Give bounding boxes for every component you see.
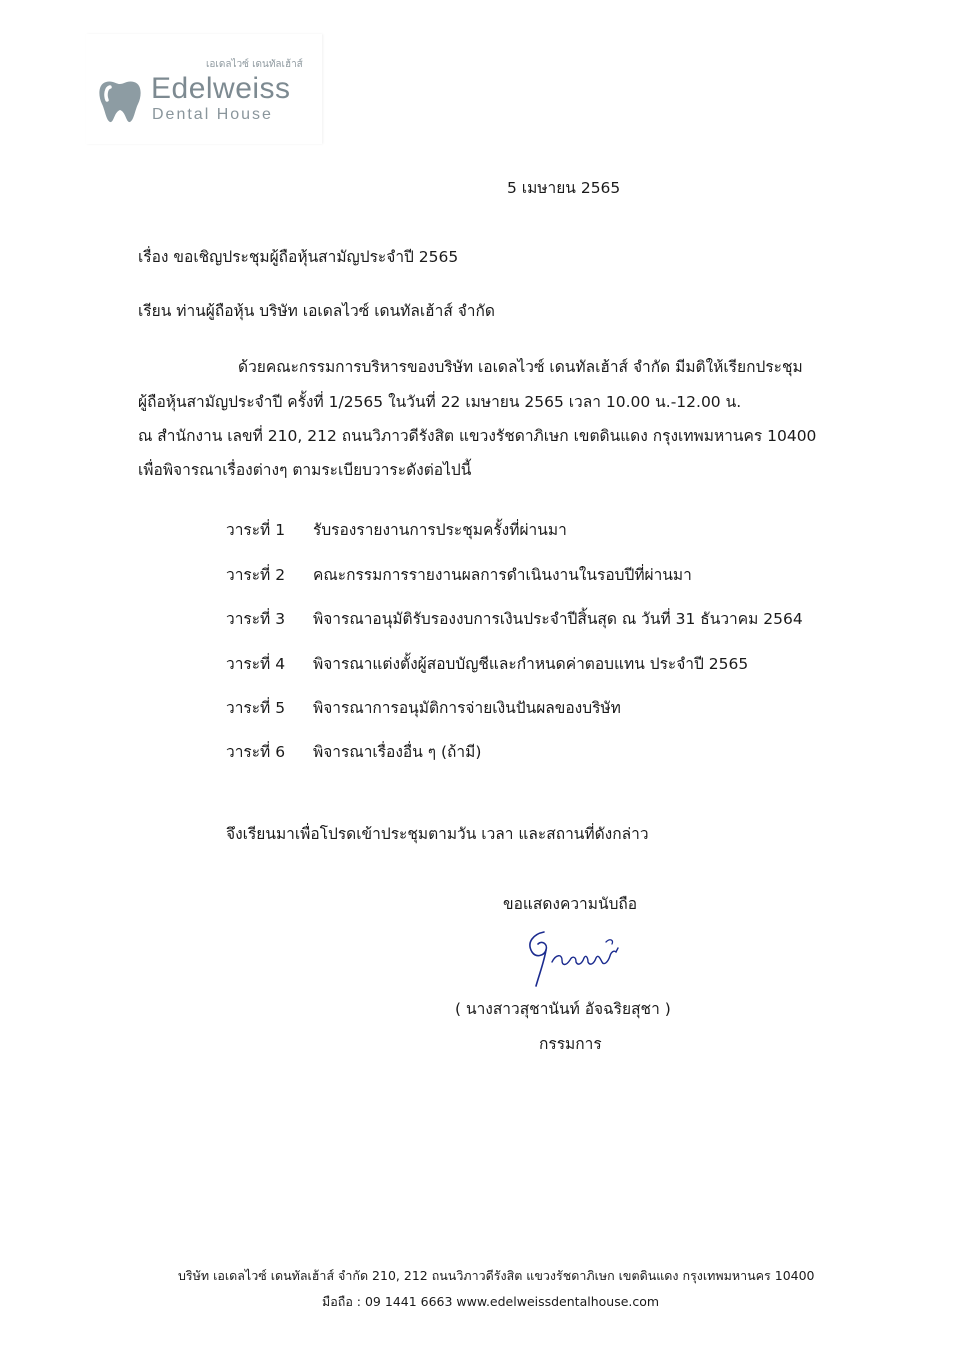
letter-subject: เรื่อง ขอเชิญประชุมผู้ถือหุ้นสามัญประจำปี 2565: [138, 248, 459, 266]
agenda-number: วาระที่ 4: [226, 655, 286, 673]
body-line-1: ด้วยคณะกรรมการบริหารของบริษัท เอเดลไวซ์ เดนทัลเฮ้าส์ จำกัด มีมติให้เรียกประชุม: [238, 358, 803, 376]
agenda-text: รับรองรายงานการประชุมครั้งที่ผ่านมา: [313, 521, 567, 539]
logo-thai-name: เอเดลไวซ์ เดนทัลเฮ้าส์: [206, 59, 303, 70]
signer-name: ( นางสาวสุชานันท์ อัจฉริยสุชา ): [455, 1000, 671, 1018]
agenda-text: พิจารณาเรื่องอื่น ๆ (ถ้ามี): [313, 743, 482, 761]
agenda-number: วาระที่ 6: [226, 743, 286, 761]
agenda-number: วาระที่ 2: [226, 566, 286, 584]
agenda-number: วาระที่ 1: [226, 521, 286, 539]
tooth-icon: [96, 76, 144, 126]
closing-sentence: จึงเรียนมาเพื่อโปรดเข้าประชุมตามวัน เวลา และสถานที่ดังกล่าว: [226, 825, 649, 843]
letter-date: 5 เมษายน 2565: [507, 179, 621, 197]
agenda-number: วาระที่ 3: [226, 610, 286, 628]
signer-position: กรรมการ: [539, 1035, 602, 1053]
body-line-2: ผู้ถือหุ้นสามัญประจำปี ครั้งที่ 1/2565 ในวันที่ 22 เมษายน 2565 เวลา 10.00 น.-12.00 น.: [138, 393, 742, 411]
body-line-4: เพื่อพิจารณาเรื่องต่างๆ ตามระเบียบวาระดังต่อไปนี้: [138, 461, 472, 479]
handwritten-signature: [522, 928, 632, 992]
footer-address: บริษัท เอเดลไวซ์ เดนทัลเฮ้าส์ จำกัด 210, 212 ถนนวิภาวดีรังสิต แขวงรัชดาภิเษก เขตดินแดง กรุงเทพมหานคร 10400: [178, 1268, 815, 1283]
agenda-text: พิจารณาแต่งตั้งผู้สอบบัญชีและกำหนดค่าตอบแทน ประจำปี 2565: [313, 655, 749, 673]
agenda-text: พิจารณาอนุมัติรับรองงบการเงินประจำปีสิ้นสุด ณ วันที่ 31 ธันวาคม 2564: [313, 610, 803, 628]
regards: ขอแสดงความนับถือ: [503, 895, 638, 913]
agenda-text: พิจารณาการอนุมัติการจ่ายเงินปันผลของบริษัท: [313, 699, 621, 717]
logo-brand: Edelweiss: [151, 72, 291, 105]
body-line-3: ณ สำนักงาน เลขที่ 210, 212 ถนนวิภาวดีรังสิต แขวงรัชดาภิเษก เขตดินแดง กรุงเทพมหานคร 10400: [138, 427, 817, 445]
agenda-number: วาระที่ 5: [226, 699, 286, 717]
logo-tagline: Dental House: [152, 106, 273, 123]
letter-recipient: เรียน ท่านผู้ถือหุ้น บริษัท เอเดลไวซ์ เดนทัลเฮ้าส์ จำกัด: [138, 302, 495, 320]
agenda-text: คณะกรรมการรายงานผลการดำเนินงานในรอบปีที่ผ่านมา: [313, 566, 692, 584]
footer-contact: มือถือ : 09 1441 6663 www.edelweissdentalhouse.com: [322, 1294, 660, 1309]
